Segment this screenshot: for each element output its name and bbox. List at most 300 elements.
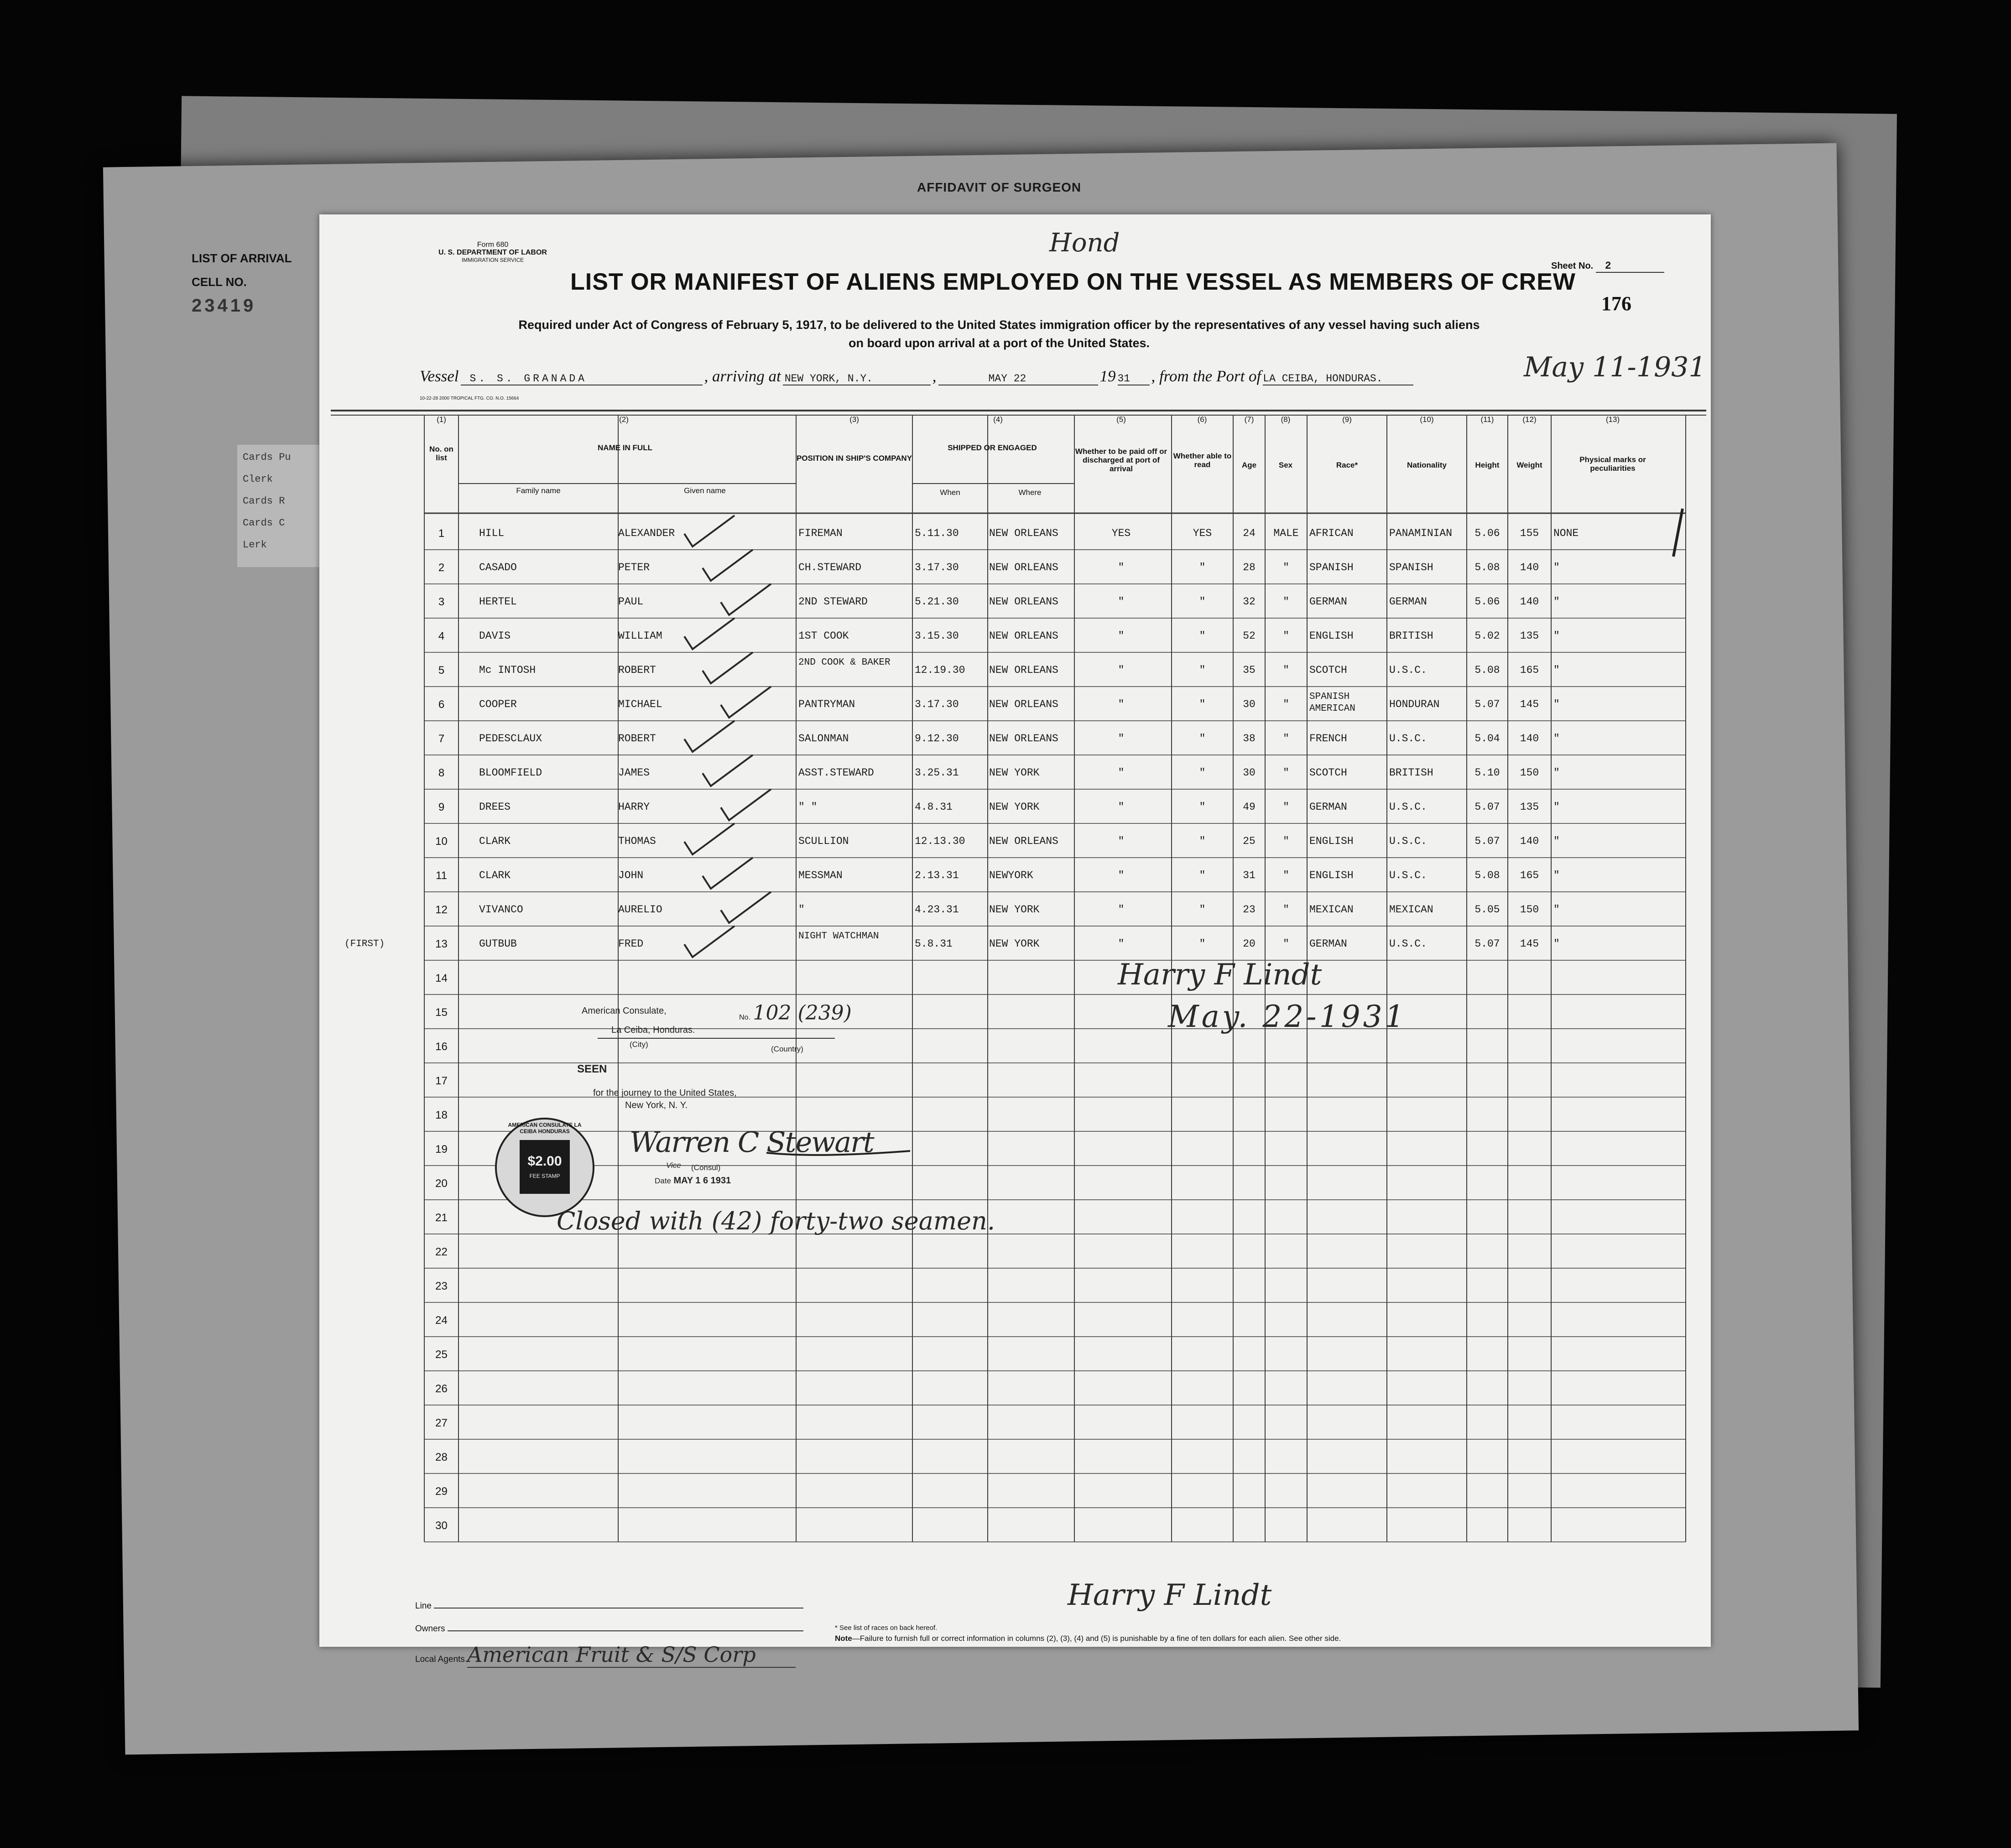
age-cell: 20 [1243,938,1256,950]
arrival-date: MAY 22 [938,373,1098,385]
weight-cell: 150 [1520,904,1539,916]
vessel-name: S. S. GRANADA [461,373,703,385]
physical-marks-cell: " [1553,835,1560,847]
header-shipped: SHIPPED OR ENGAGED [948,443,1037,452]
given-name-cell: AURELIO [618,904,662,916]
weight-cell: 155 [1520,527,1539,539]
col-number: (7) [1244,415,1254,424]
given-name-cell: JAMES [618,767,650,779]
age-cell: 35 [1243,664,1256,676]
weight-cell: 150 [1520,767,1539,779]
physical-marks-cell: " [1553,562,1560,573]
signature-date-note: May. 22-1931 [1168,999,1407,1034]
vessel-line: Vessel S. S. GRANADA , arriving at NEW YORK, N.Y. , MAY 22 19 31 , from the Port of LA CEIBA, HONDURAS. [420,367,1413,385]
empty-row-number: 14 [435,972,448,984]
height-cell: 5.08 [1474,869,1500,881]
col-number: (2) [619,415,629,424]
header-physical-marks: Physical marks or peculiarities [1579,455,1646,473]
sex-cell: " [1283,801,1289,813]
physical-marks-cell: " [1553,801,1560,813]
paid-off-cell: " [1118,698,1125,710]
race-cell: SPANISH [1309,562,1354,573]
nationality-cell: BRITISH [1389,630,1433,642]
shipped-where-cell: NEW ORLEANS [989,835,1058,847]
shipped-where-cell: NEW YORK [989,938,1040,950]
race-cell: ENGLISH [1309,869,1354,881]
manifest-table-grid [319,214,1711,1647]
given-name-cell: FRED [618,938,644,950]
vice-caption: Vice [666,1161,681,1170]
col-number: (13) [1605,415,1620,424]
able-to-read-cell: " [1199,698,1206,710]
header-given-name: Given name [684,486,726,495]
age-cell: 30 [1243,698,1256,710]
cards-tab-line: Clerk [243,474,273,485]
header-when: When [940,488,960,497]
empty-row-number: 26 [435,1383,448,1395]
consulate-number [739,1001,852,1025]
sex-cell: " [1283,733,1289,744]
given-name-cell: THOMAS [618,835,656,847]
sex-cell: " [1283,904,1289,916]
col-number: (5) [1116,415,1126,424]
row-number: 6 [438,698,445,711]
weight-cell: 140 [1520,562,1539,573]
handwritten-annotation-top: Hond [1049,228,1120,258]
position-cell: FIREMAN [798,527,843,539]
race-cell: SPANISH AMERICAN [1309,692,1355,714]
date-value: MAY 1 6 1931 [673,1176,731,1186]
empty-row-number: 18 [435,1109,448,1121]
shipped-where-cell: NEW YORK [989,904,1040,916]
row-number: 7 [438,733,445,745]
row-number: 10 [435,835,448,848]
nationality-cell: GERMAN [1389,596,1427,608]
sex-cell: " [1283,630,1289,642]
shipped-when-cell: 3.17.30 [915,698,959,710]
position-cell: NIGHT WATCHMAN [798,931,879,942]
family-name-cell: COOPER [479,698,517,710]
race-cell: ENGLISH [1309,630,1354,642]
nationality-cell: HONDURAN [1389,698,1440,710]
consul-caption: (Consul) [691,1163,721,1172]
family-name-cell: BLOOMFIELD [479,767,542,779]
empty-row-number: 21 [435,1212,448,1224]
col-number: (9) [1342,415,1352,424]
paid-off-cell: YES [1111,527,1131,539]
header-where: Where [1018,488,1042,497]
row-number: 12 [435,904,448,916]
position-cell: 2ND STEWARD [798,596,868,608]
empty-row-number: 20 [435,1177,448,1190]
family-name-cell: PEDESCLAUX [479,733,542,744]
shipped-where-cell: NEW YORK [989,801,1040,813]
shipped-where-cell: NEW YORK [989,767,1040,779]
sheet-label: Sheet No. [1551,261,1594,271]
physical-marks-cell: " [1553,938,1560,950]
col-number: (10) [1420,415,1434,424]
shipped-where-cell: NEW ORLEANS [989,596,1058,608]
shipped-when-cell: 3.25.31 [915,767,959,779]
fee-stamp-value: $2.00 [527,1154,562,1169]
weight-cell: 165 [1520,664,1539,676]
family-name-cell: CASADO [479,562,517,573]
footer-line [415,1601,803,1611]
note-label: Note [835,1634,852,1643]
physical-marks-cell: " [1553,869,1560,881]
shipped-where-cell: NEW ORLEANS [989,562,1058,573]
row-number: 8 [438,767,445,779]
sex-cell: " [1283,938,1289,950]
col-number: (6) [1197,415,1207,424]
height-cell: 5.08 [1474,562,1500,573]
empty-row-number: 30 [435,1520,448,1532]
physical-marks-cell: " [1553,733,1560,744]
shipped-when-cell: 5.21.30 [915,596,959,608]
race-cell: SCOTCH [1309,664,1347,676]
able-to-read-cell: " [1199,904,1206,916]
position-cell: ASST.STEWARD [798,767,874,779]
sex-cell: " [1283,596,1289,608]
col-number: (4) [993,415,1003,424]
nationality-cell: U.S.C. [1389,938,1427,950]
department-name: U. S. DEPARTMENT OF LABOR [438,249,547,256]
position-cell: 1ST COOK [798,630,849,642]
closing-note: Closed with (42) forty-two seamen. [557,1207,995,1235]
nationality-cell: PANAMINIAN [1389,527,1453,539]
able-to-read-cell: " [1199,835,1206,847]
paid-off-cell: " [1118,767,1125,779]
empty-row-number: 28 [435,1451,448,1463]
physical-marks-cell: " [1553,596,1560,608]
row-number: 5 [438,664,445,677]
col-number: (1) [437,415,446,424]
position-cell: SCULLION [798,835,849,847]
fee-stamp-caption: FEE STAMP [529,1173,560,1179]
age-cell: 49 [1243,801,1256,813]
empty-row-number: 25 [435,1348,448,1361]
empty-row-number: 29 [435,1485,448,1498]
stub-line: CELL NO. [192,275,247,289]
sex-cell: " [1283,698,1289,710]
date-label: Date [655,1176,671,1185]
cards-tab-line: Cards C [243,517,285,529]
position-cell: PANTRYMAN [798,698,855,710]
sex-cell: MALE [1273,527,1299,539]
city-caption: (City) [630,1040,648,1049]
shipped-where-cell: NEWYORK [989,869,1033,881]
paid-off-cell: " [1118,938,1125,950]
weight-cell: 135 [1520,630,1539,642]
row-number: 11 [436,869,447,882]
arrival-year-prefix: 19 [1099,367,1116,385]
col-number: (12) [1522,415,1537,424]
destination-text: New York, N. Y. [625,1100,688,1110]
arriving-label: , arriving at [704,367,781,385]
race-cell: MEXICAN [1309,904,1354,916]
footer-signature: Harry F Lindt [1068,1578,1272,1612]
cards-tab-line: Cards Pu [243,452,291,463]
journey-text: for the journey to the United States, [593,1088,737,1098]
affidavit-heading: AFFIDAVIT OF SURGEON [917,180,1082,194]
consulate-name: American Consulate, [582,1006,667,1016]
height-cell: 5.10 [1474,767,1500,779]
physical-marks-cell: " [1553,767,1560,779]
cards-tab-line: Lerk [243,539,267,551]
manifest-sheet [319,214,1711,1667]
family-name-cell: CLARK [479,869,511,881]
form-number: Form 680 [477,241,509,249]
row-number: 1 [438,527,445,540]
sex-cell: " [1283,562,1289,573]
family-name-cell: DREES [479,801,511,813]
handwritten-departure-date: May 11-1931 [1524,351,1706,383]
header-sex: Sex [1278,461,1293,469]
weight-cell: 145 [1520,698,1539,710]
family-name-cell: HILL [479,527,505,539]
col-number: (8) [1281,415,1291,424]
stub-number: 23419 [192,296,256,316]
header-age: Age [1241,461,1257,469]
shipped-when-cell: 5.11.30 [915,527,959,539]
weight-cell: 140 [1520,835,1539,847]
shipped-when-cell: 12.13.30 [915,835,965,847]
able-to-read-cell: " [1199,869,1206,881]
age-cell: 38 [1243,733,1256,744]
country-caption: (Country) [771,1045,803,1053]
given-name-cell: JOHN [618,869,644,881]
shipped-when-cell: 4.23.31 [915,904,959,916]
paid-off-cell: " [1118,630,1125,642]
empty-row-number: 16 [435,1041,448,1053]
given-name-cell: WILLIAM [618,630,662,642]
height-cell: 5.07 [1474,801,1500,813]
shipped-when-cell: 3.17.30 [915,562,959,573]
height-cell: 5.06 [1474,527,1500,539]
physical-marks-cell: " [1553,664,1560,676]
sex-cell: " [1283,869,1289,881]
height-cell: 5.05 [1474,904,1500,916]
physical-marks-cell: " [1553,630,1560,642]
able-to-read-cell: YES [1193,527,1212,539]
header-paid-off: Whether to be paid off or discharged at port of arrival [1075,447,1167,473]
row-number: 4 [438,630,445,642]
sex-cell: " [1283,664,1289,676]
able-to-read-cell: " [1199,664,1206,676]
family-name-cell: CLARK [479,835,511,847]
footer-agents [415,1642,796,1668]
consulate-date [655,1176,731,1186]
owners-label: Owners [415,1624,445,1634]
consulate-city: La Ceiba, Honduras. [611,1025,695,1035]
sheet-number: 2 [1596,260,1664,273]
vessel-label: Vessel [420,367,459,385]
height-cell: 5.07 [1474,835,1500,847]
requirement-line: on board upon arrival at a port of the United States. [848,336,1150,350]
able-to-read-cell: " [1199,733,1206,744]
signature-flourish [766,1143,912,1161]
consulate-number-value: 102 (239) [753,1001,852,1025]
from-port: LA CEIBA, HONDURAS. [1263,373,1413,385]
empty-row-number: 24 [435,1314,448,1327]
weight-cell: 140 [1520,596,1539,608]
position-cell: MESSMAN [798,869,843,881]
given-name-cell: PETER [618,562,650,573]
shipped-where-cell: NEW ORLEANS [989,664,1058,676]
header-weight: Weight [1516,461,1542,469]
position-cell: 2ND COOK & BAKER [798,657,891,668]
age-cell: 23 [1243,904,1256,916]
height-cell: 5.06 [1474,596,1500,608]
given-name-cell: ALEXANDER [618,527,675,539]
nationality-cell: U.S.C. [1389,835,1427,847]
physical-marks-cell: " [1553,904,1560,916]
empty-row-number: 17 [435,1075,448,1087]
physical-marks-cell: " [1553,698,1560,710]
header-family-name: Family name [516,486,561,495]
shipped-when-cell: 9.12.30 [915,733,959,744]
nationality-cell: U.S.C. [1389,733,1427,744]
arriving-port: NEW YORK, N.Y. [783,373,931,385]
height-cell: 5.07 [1474,698,1500,710]
able-to-read-cell: " [1199,801,1206,813]
race-cell: GERMAN [1309,801,1347,813]
race-cell: SCOTCH [1309,767,1347,779]
age-cell: 28 [1243,562,1256,573]
shipped-when-cell: 3.15.30 [915,630,959,642]
nationality-cell: BRITISH [1389,767,1433,779]
seal-text: AMERICAN CONSULATE LA CEIBA HONDURAS [508,1122,582,1135]
consular-seal [495,1118,594,1217]
row-number: 2 [438,562,445,574]
shipped-where-cell: NEW ORLEANS [989,630,1058,642]
empty-row-number: 27 [435,1417,448,1429]
empty-row-number: 19 [435,1143,448,1156]
race-cell: ENGLISH [1309,835,1354,847]
weight-cell: 165 [1520,869,1539,881]
header-able-to-read: Whether able to read [1173,452,1232,469]
paid-off-cell: " [1118,835,1125,847]
nationality-cell: U.S.C. [1389,801,1427,813]
from-label: , from the Port of [1151,367,1261,385]
note-text: —Failure to furnish full or correct information in columns (2), (3), (4) and (5) is punishable by a fine of ten dollars for each alien. See other side. [852,1634,1341,1643]
stub-line: LIST OF ARRIVAL [192,251,292,265]
sex-cell: " [1283,835,1289,847]
empty-row-number: 15 [435,1006,448,1019]
cards-tab-line: Cards R [243,495,285,507]
service-name: IMMIGRATION SERVICE [461,257,524,263]
given-name-cell: ROBERT [618,733,656,744]
first-marker: (FIRST) [344,939,385,949]
age-cell: 32 [1243,596,1256,608]
requirement-line: Required under Act of Congress of February 5, 1917, to be delivered to the United States immigration officer by the representatives of any vessel having such aliens [518,318,1480,332]
family-name-cell: DAVIS [479,630,511,642]
shipped-when-cell: 4.8.31 [915,801,953,813]
shipped-where-cell: NEW ORLEANS [989,698,1058,710]
paid-off-cell: " [1118,904,1125,916]
age-cell: 25 [1243,835,1256,847]
consulate-number-label: No. [739,1014,750,1021]
arrival-stub [192,246,292,318]
age-cell: 31 [1243,869,1256,881]
family-name-cell: GUTBUB [479,938,517,950]
nationality-cell: SPANISH [1389,562,1433,573]
nationality-cell: MEXICAN [1389,904,1433,916]
position-cell: CH.STEWARD [798,562,862,573]
physical-marks-cell: NONE [1553,527,1579,539]
race-cell: FRENCH [1309,733,1347,744]
able-to-read-cell: " [1199,767,1206,779]
col-number: (3) [849,415,859,424]
weight-cell: 145 [1520,938,1539,950]
printer-line: 10-22-28 2000 TROPICAL FTG. CO. N.O. 15664 [420,396,519,401]
race-cell: AFRICAN [1309,527,1354,539]
arrival-year-suffix: 31 [1118,373,1150,385]
agents-value: American Fruit & S/S Corp [467,1642,796,1668]
shipped-when-cell: 2.13.31 [915,869,959,881]
nationality-cell: U.S.C. [1389,664,1427,676]
paid-off-cell: " [1118,869,1125,881]
given-name-cell: HARRY [618,801,650,813]
shipped-where-cell: NEW ORLEANS [989,733,1058,744]
margin-tick-mark [1670,506,1688,561]
position-cell: " " [798,801,818,813]
paid-off-cell: " [1118,801,1125,813]
able-to-read-cell: " [1199,562,1206,573]
able-to-read-cell: " [1199,938,1206,950]
family-name-cell: Mc INTOSH [479,664,536,676]
able-to-read-cell: " [1199,630,1206,642]
shipped-when-cell: 12.19.30 [915,664,965,676]
shipped-when-cell: 5.8.31 [915,938,953,950]
row-number: 13 [435,938,448,950]
family-name-cell: HERTEL [479,596,517,608]
race-cell: GERMAN [1309,596,1347,608]
age-cell: 24 [1243,527,1256,539]
header-height: Height [1475,461,1500,469]
paid-off-cell: " [1118,562,1125,573]
age-cell: 52 [1243,630,1256,642]
agents-label: Local Agents [415,1655,465,1664]
fee-stamp [520,1140,570,1194]
race-note: * See list of races on back hereof. [835,1624,938,1632]
consulate-stamp-block [575,1001,940,1197]
header-name-in-full: NAME IN FULL [598,443,652,452]
family-name-cell: VIVANCO [479,904,523,916]
col-number: (11) [1480,415,1494,424]
seen-label: SEEN [577,1063,607,1075]
weight-cell: 135 [1520,801,1539,813]
age-cell: 30 [1243,767,1256,779]
able-to-read-cell: " [1199,596,1206,608]
nationality-cell: U.S.C. [1389,869,1427,881]
header-no-on-list: No. on list [429,445,453,462]
race-cell: GERMAN [1309,938,1347,950]
page-title: LIST OR MANIFEST OF ALIENS EMPLOYED ON THE VESSEL AS MEMBERS OF CREW [570,269,1576,295]
empty-row-number: 22 [435,1246,448,1258]
height-cell: 5.07 [1474,938,1500,950]
shipped-where-cell: NEW ORLEANS [989,527,1058,539]
row-number: 9 [438,801,445,813]
height-cell: 5.04 [1474,733,1500,744]
given-name-cell: MICHAEL [618,698,662,710]
header-race: Race* [1336,461,1358,469]
footer-owners [415,1624,803,1634]
given-name-cell: ROBERT [618,664,656,676]
height-cell: 5.02 [1474,630,1500,642]
given-name-cell: PAUL [618,596,644,608]
empty-row-number: 23 [435,1280,448,1292]
